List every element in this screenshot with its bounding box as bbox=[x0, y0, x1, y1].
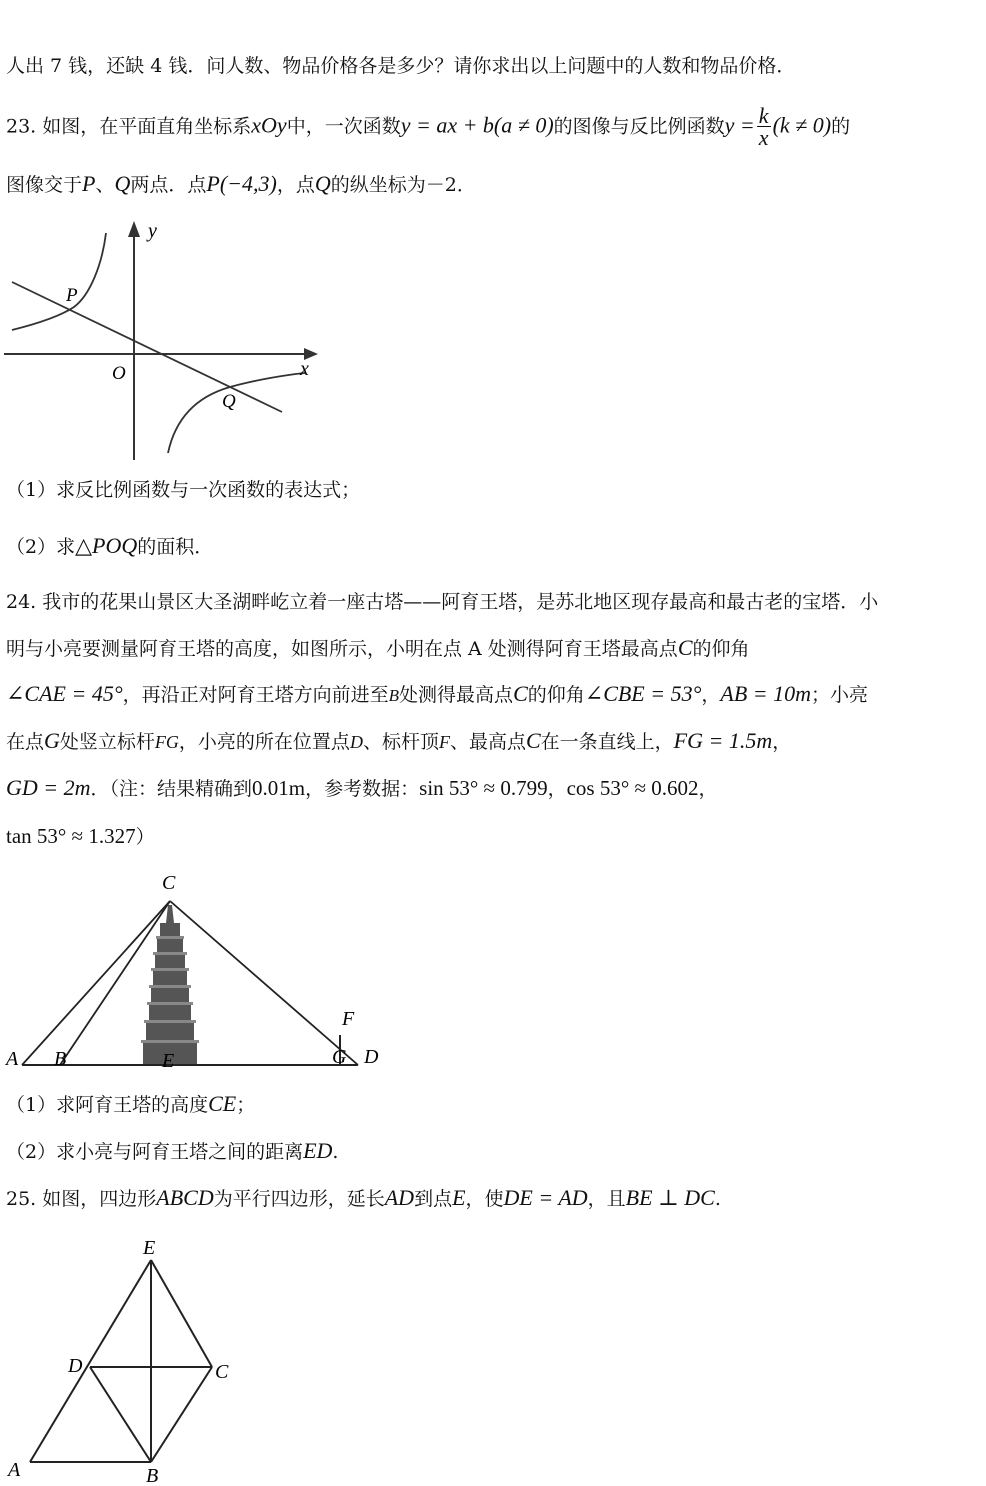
hyperbola-branch-upper-left bbox=[12, 233, 106, 330]
label-P: P bbox=[66, 285, 78, 306]
label-O: O bbox=[112, 363, 126, 384]
label-E: E bbox=[143, 1237, 156, 1259]
q24-part2: （2）求小亮与阿育王塔之间的距离ED. bbox=[6, 1138, 339, 1163]
q23-stem-line2: 图像交于P、Q两点．点P(−4,3)，点Q的纵坐标为－2． bbox=[6, 171, 476, 196]
label-C: C bbox=[162, 872, 176, 894]
segment-AE bbox=[30, 1260, 151, 1462]
label-B: B bbox=[54, 1048, 67, 1070]
q24-stem-line4: 在点G处竖立标杆FG，小亮的所在位置点D、标杆顶F、最高点C在一条直线上，FG = 1.5m， bbox=[6, 728, 792, 753]
label-C: C bbox=[215, 1361, 229, 1383]
segment-CB bbox=[151, 1367, 212, 1462]
label-D: D bbox=[364, 1046, 379, 1068]
label-y: y bbox=[148, 220, 157, 242]
label-E: E bbox=[162, 1050, 175, 1072]
segment-EC bbox=[151, 1260, 212, 1367]
q24-stem-line1: 24. 我市的花果山景区大圣湖畔屹立着一座古塔——阿育王塔，是苏北地区现存最高和最古老的宝塔．小 bbox=[6, 591, 879, 613]
label-D: D bbox=[68, 1355, 83, 1377]
q24-stem-line2: 明与小亮要测量阿育王塔的高度，如图所示，小明在点 A 处测得阿育王塔最高点C的仰角 bbox=[6, 635, 750, 660]
q24-stem-line3: ∠CAE = 45°，再沿正对阿育王塔方向前进至B处测得最高点C的仰角∠CBE = 53°，AB = 10m；小亮 bbox=[6, 681, 869, 706]
q23-function-figure bbox=[0, 215, 330, 465]
fraction-k-over-x: $\frac{k}{x}$ bbox=[758, 103, 769, 150]
hyperbola-branch-lower-right bbox=[168, 373, 305, 453]
q23-part2: （2）求△POQ的面积． bbox=[6, 533, 214, 558]
q24-pagoda-figure bbox=[0, 865, 390, 1075]
q22-tail-text: 人出 7 钱，还缺 4 钱．问人数、物品价格各是多少？请你求出以上问题中的人数和物品价格． bbox=[6, 55, 796, 77]
q25-stem: 25. 如图，四边形ABCD为平行四边形，延长AD到点E，使DE = AD，且BE ⊥ DC. bbox=[6, 1185, 721, 1210]
q24-part1: （1）求阿育王塔的高度CE； bbox=[6, 1091, 256, 1116]
label-A: A bbox=[8, 1459, 21, 1481]
linear-function-line bbox=[12, 282, 282, 412]
q24-stem-line6: tan 53° ≈ 1.327） bbox=[6, 824, 155, 848]
label-G: G bbox=[332, 1046, 347, 1068]
y-axis-arrow bbox=[128, 221, 140, 237]
q24-stem-line5: GD = 2m．（注：结果精确到0.01m，参考数据：sin 53° ≈ 0.799，cos 53° ≈ 0.602， bbox=[6, 775, 718, 800]
q23-part1: （1）求反比例函数与一次函数的表达式； bbox=[6, 479, 361, 501]
label-F: F bbox=[342, 1008, 355, 1030]
segment-DB bbox=[90, 1367, 151, 1462]
q23-stem-line1: 23. 如图，在平面直角坐标系xOy中，一次函数y = ax + b(a ≠ 0)的图像与反比例函数y = $\frac{k}{x}$ (k ≠ 0)的 bbox=[6, 103, 851, 150]
label-A: A bbox=[6, 1048, 19, 1070]
label-x: x bbox=[300, 358, 309, 380]
label-Q: Q bbox=[222, 391, 236, 412]
q25-parallelogram-figure bbox=[0, 1230, 250, 1486]
label-B: B bbox=[146, 1465, 159, 1486]
